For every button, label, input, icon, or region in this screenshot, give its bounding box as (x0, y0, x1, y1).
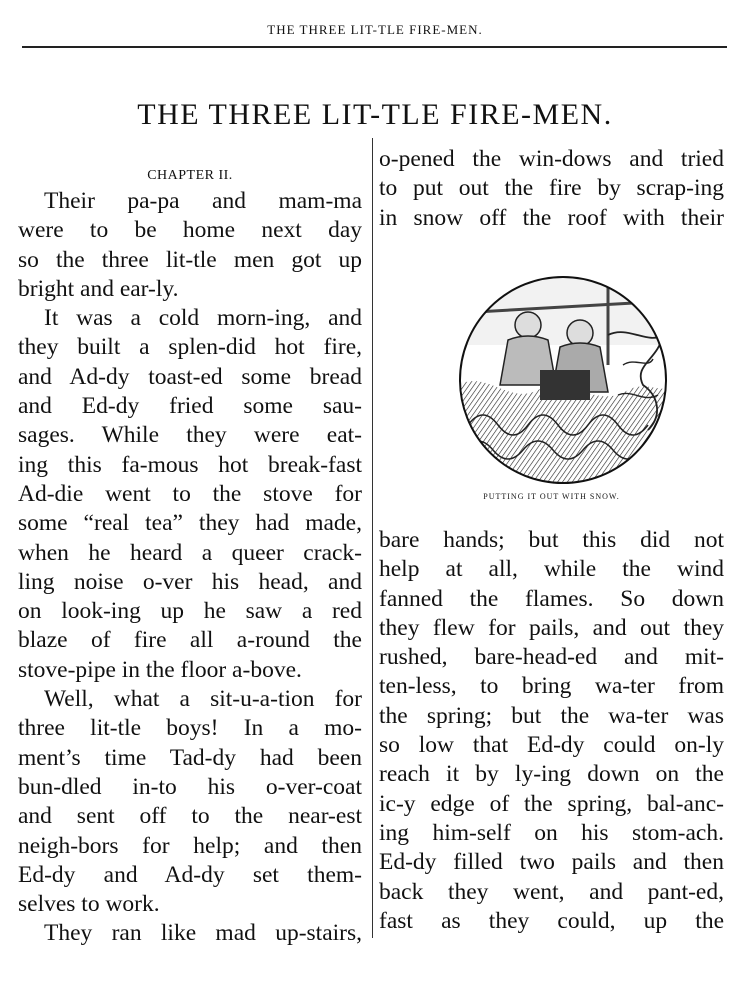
chapter-heading: CHAPTER II. (147, 168, 233, 183)
text-line: Well, what a sit-u-a-tion for (44, 686, 362, 713)
right-column-bottom (379, 526, 724, 936)
text-line: and sent off to the near-est (18, 803, 362, 830)
text-line: they flew for pails, and out they (379, 614, 724, 641)
text-line: selves to work. (18, 891, 160, 918)
text-line: sages. While they were eat- (18, 422, 362, 449)
text-line: and Ed-dy fried some sau- (18, 393, 362, 420)
running-head: THE THREE LIT-TLE FIRE-MEN. (267, 22, 483, 37)
right-column-bottom-text (379, 526, 724, 936)
text-line: Their pa-pa and mam-ma (44, 188, 362, 214)
text-line: three lit-tle boys! In a mo- (18, 715, 362, 742)
text-line: in snow off the roof with their (379, 204, 724, 231)
text-line: ling noise o-ver his head, and (18, 568, 362, 595)
text-line: the spring; but the wa-ter was (379, 702, 724, 729)
text-line: fanned the flames. So down (379, 585, 724, 612)
text-line: and Ad-dy toast-ed some bread (18, 363, 362, 390)
left-column (18, 165, 362, 949)
text-line: so low that Ed-dy could on-ly (379, 732, 724, 759)
text-line: Ed-dy and Ad-dy set them- (18, 861, 362, 888)
left-column-text (18, 187, 362, 949)
right-column-top-text (379, 145, 724, 233)
text-line: reach it by ly-ing down on the (379, 761, 724, 788)
header-rule (22, 46, 727, 48)
right-column-top (379, 145, 724, 233)
text-line: rushed, bare-head-ed and mit- (379, 644, 724, 671)
text-line: to put out the fire by scrap-ing (379, 175, 724, 202)
text-line: stove-pipe in the floor a-bove. (18, 656, 302, 683)
text-line: were to be home next day (18, 217, 362, 244)
text-line: fast as they could, up the (379, 907, 724, 934)
text-line: Ed-dy filled two pails and then (379, 849, 724, 876)
text-line: ten-less, to bring wa-ter from (379, 673, 724, 700)
text-line: It was a cold morn-ing, and (44, 305, 362, 332)
text-line: ic-y edge of the spring, bal-anc- (379, 790, 724, 817)
text-line: so the three lit-tle men got up (18, 246, 362, 273)
text-line: when he heard a queer crack- (18, 539, 362, 566)
text-line: help at all, while the wind (379, 556, 724, 583)
text-line: ment’s time Tad-dy had been (18, 744, 362, 771)
text-line: They ran like mad up-stairs, (44, 920, 362, 947)
illustration-vignette (458, 275, 668, 485)
text-line: on look-ing up he saw a red (18, 598, 362, 625)
text-line: ing him-self on his stom-ach. (379, 819, 724, 846)
story-title: THE THREE LIT-TLE FIRE-MEN. (137, 98, 613, 131)
text-line: ing this fa-mous hot break-fast (18, 451, 362, 478)
text-line: o-pened the win-dows and tried (379, 146, 724, 172)
text-line: bun-dled in-to his o-ver-coat (18, 773, 362, 800)
text-line: bright and ear-ly. (18, 275, 179, 302)
text-line: blaze of fire all a-round the (18, 627, 362, 654)
text-line: Ad-die went to the stove for (18, 480, 362, 507)
text-line: neigh-bors for help; and then (18, 832, 362, 859)
text-line: some “real tea” they had made, (18, 510, 362, 537)
text-line: back they went, and pant-ed, (379, 878, 724, 905)
column-divider (372, 138, 373, 938)
illustration-caption: PUTTING IT OUT WITH SNOW. (483, 492, 620, 501)
text-line: bare hands; but this did not (379, 527, 724, 553)
text-line: they built a splen-did hot fire, (18, 334, 362, 361)
